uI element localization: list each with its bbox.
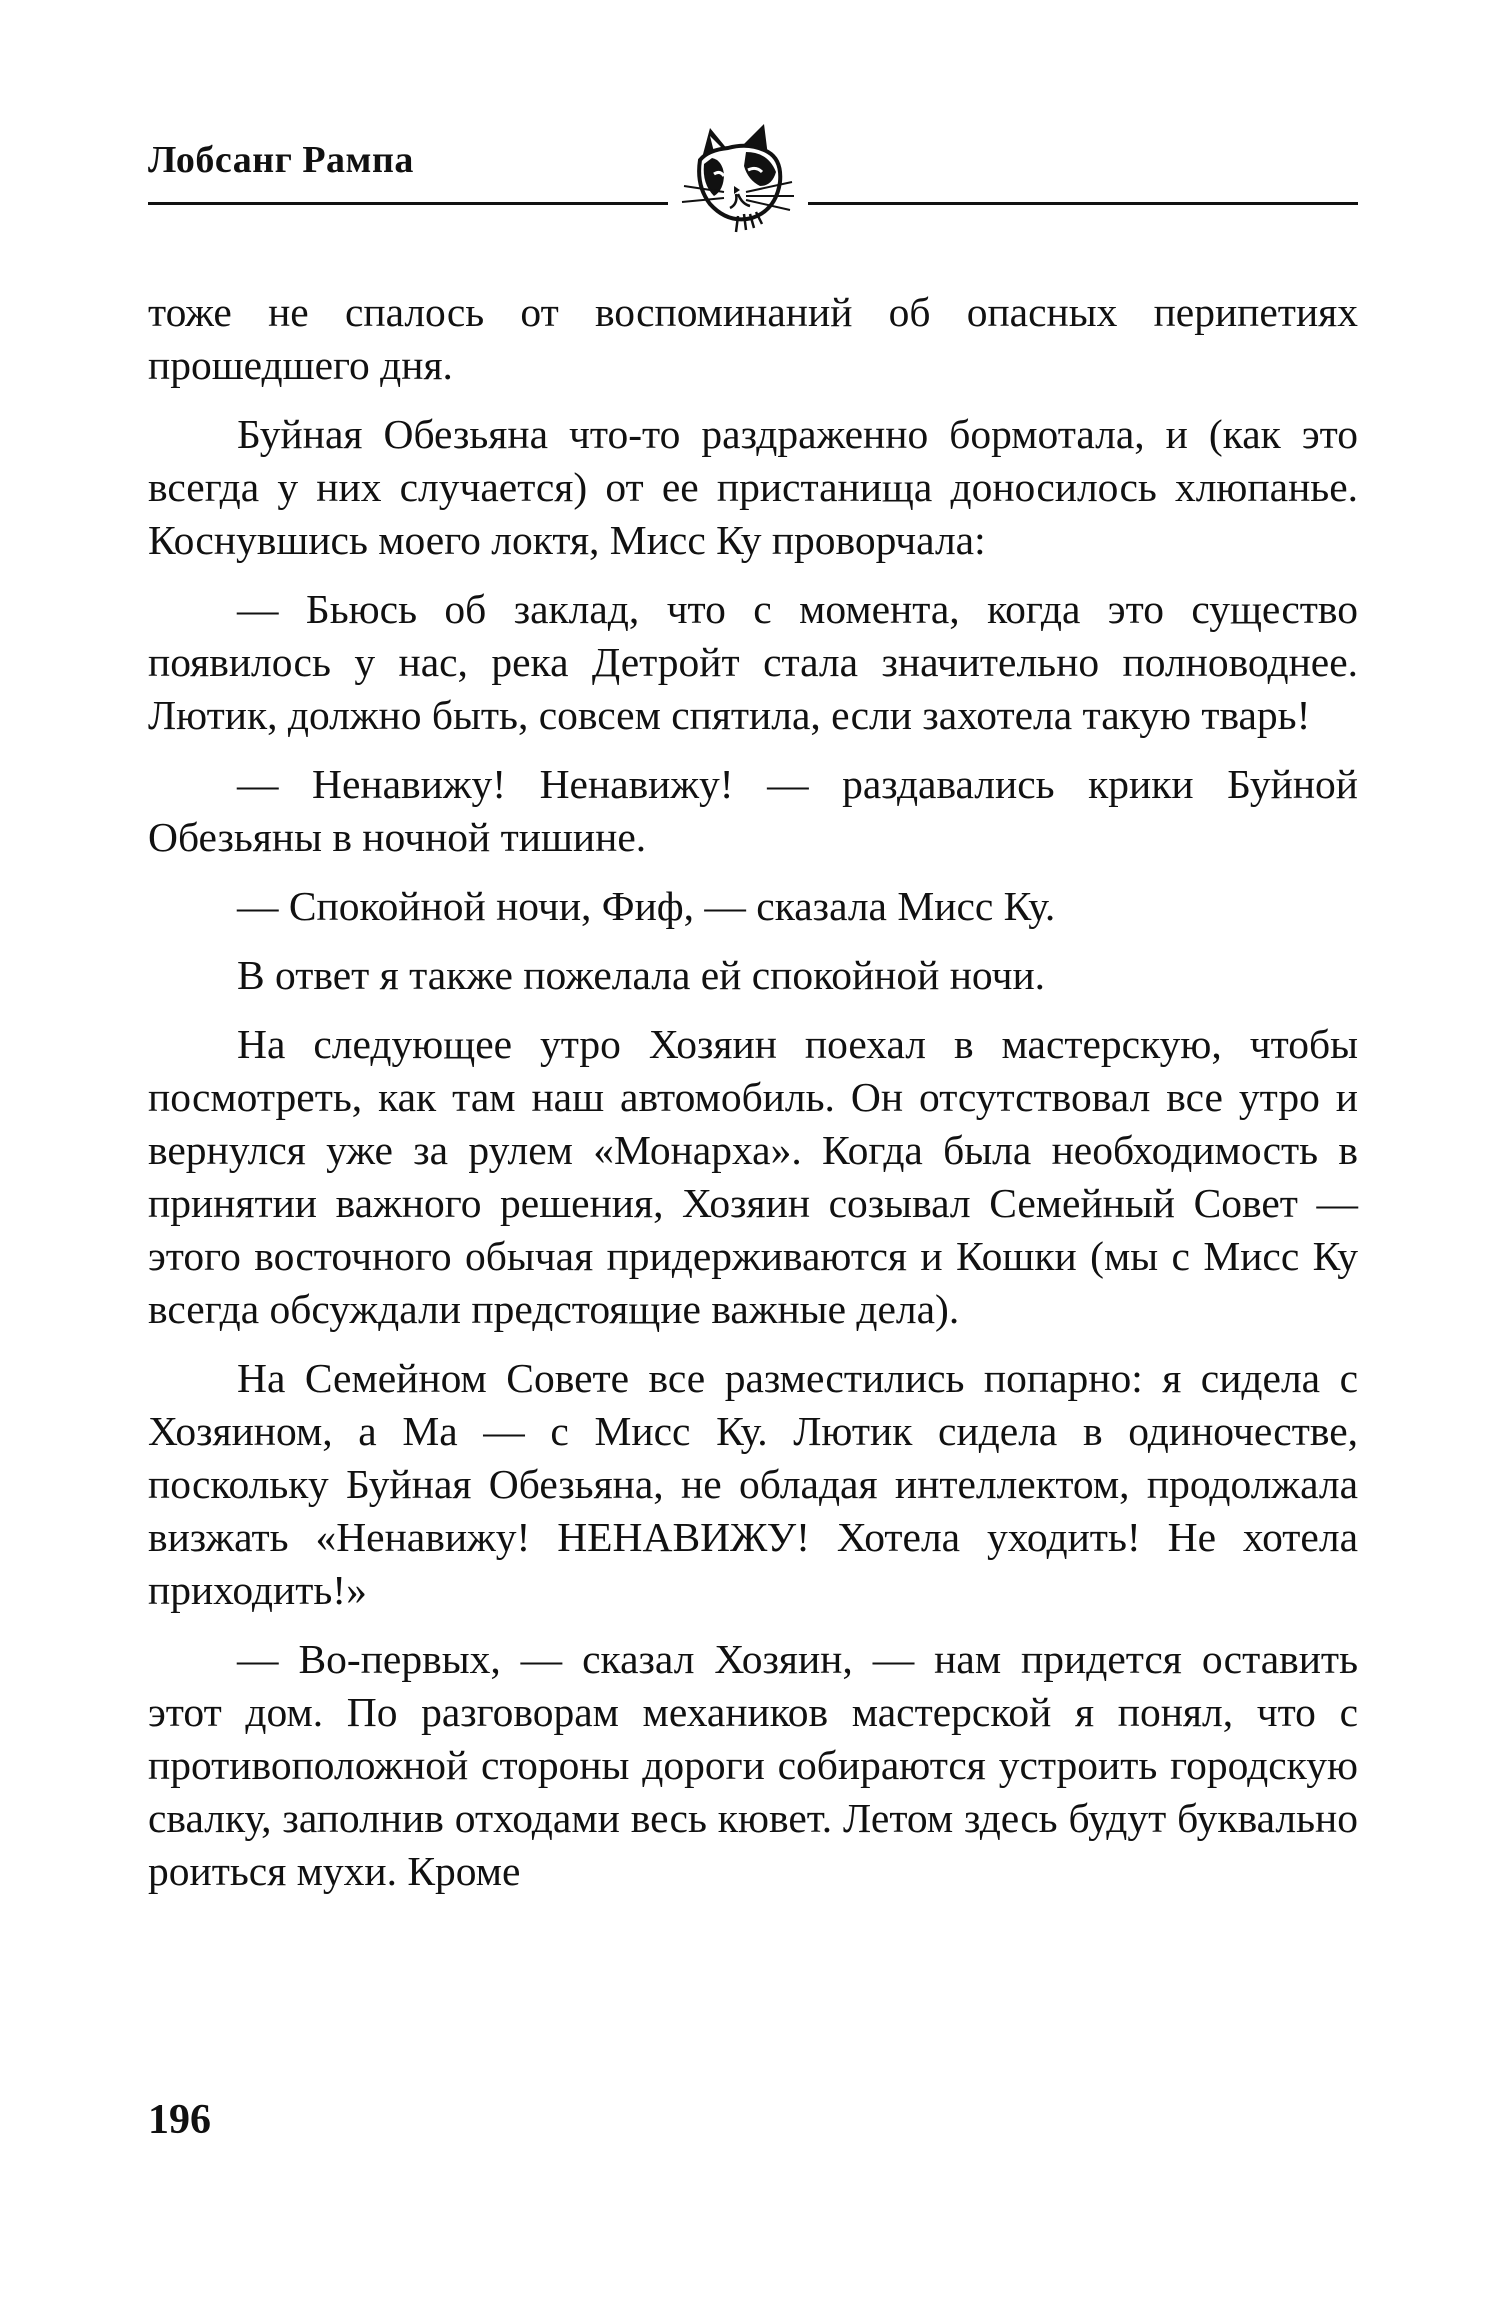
page-number: 196: [148, 2097, 211, 2143]
cat-face-icon: [680, 120, 800, 238]
running-head: [148, 128, 1358, 238]
paragraph: — Спокойной ночи, Фиф, — сказала Мисс Ку.: [237, 883, 1056, 929]
body-text: [148, 286, 1358, 1914]
running-head-author: Лобсанг Рампа: [148, 139, 414, 181]
paragraph: Буйная Обезьяна что-то раздраженно бормотала, и (как это всегда у них случается) от ее пристанища доносилось хлюпанье. Коснувшись моего локтя, Мисс Ку проворчала:: [148, 411, 1358, 563]
header-rule-left: [148, 202, 668, 205]
paragraph: — Во-первых, — сказал Хозяин, — нам придется оставить этот дом. По разговорам механиков мастерской я понял, что с противоположной стороны дороги собираются устроить городскую свалку, заполнив отходами весь кювет. Летом здесь будут буквально роиться мухи. Кроме: [148, 1636, 1358, 1894]
paragraph: На Семейном Совете все разместились попарно: я сидела с Хозяином, а Ма — с Мисс Ку. Лютик сидела в одиночестве, поскольку Буйная Обезьяна, не обладая интеллектом, продолжала визжать «Ненавижу! НЕНАВИЖУ! Хотела уходить! Не хотела приходить!»: [148, 1355, 1358, 1613]
header-rule-right: [808, 202, 1358, 205]
paragraph: тоже не спалось от воспоминаний об опасных перипетиях прошедшего дня.: [148, 289, 1358, 388]
paragraph: — Ненавижу! Ненавижу! — раздавались крики Буйной Обезьяны в ночной тишине.: [148, 761, 1358, 860]
paragraph: — Бьюсь об заклад, что с момента, когда это существо появилось у нас, река Детройт стала значительно полноводнее. Лютик, должно быть, совсем спятила, если захотела такую тварь!: [148, 586, 1358, 738]
paragraph: В ответ я также пожелала ей спокойной ночи.: [237, 952, 1046, 998]
paragraph: На следующее утро Хозяин поехал в мастерскую, чтобы посмотреть, как там наш автомобиль. Он отсутствовал все утро и вернулся уже за рулем «Монарха». Когда была необходимость в принятии важного решения, Хозяин созывал Семейный Совет — этого восточного обычая придерживаются и Кошки (мы с Мисс Ку всегда обсуждали предстоящие важные дела).: [148, 1021, 1358, 1332]
